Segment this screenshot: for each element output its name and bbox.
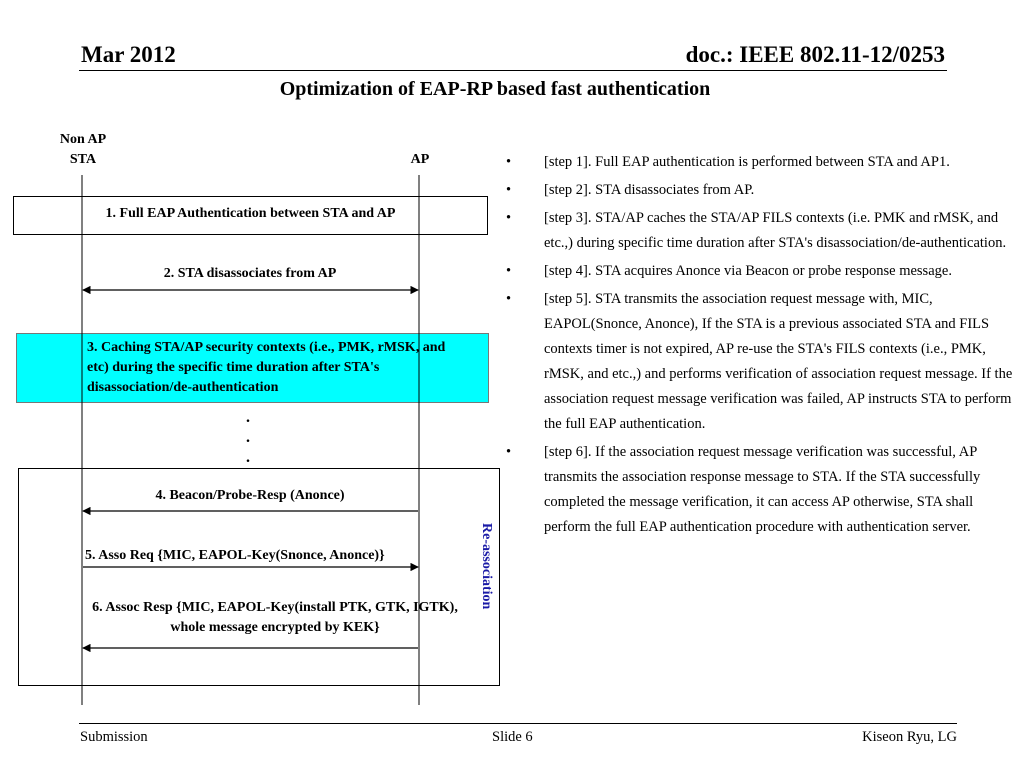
entity-non-ap-sta: Non AP STA [59, 132, 107, 167]
bullet-text: [step 1]. Full EAP authentication is performed between STA and AP1. [544, 154, 950, 170]
footer-divider [79, 723, 957, 724]
bullet-text: [step 4]. STA acquires Anonce via Beacon or probe response message. [544, 263, 952, 279]
bullet-icon: • [506, 210, 512, 226]
step1-label: 1. Full EAP Authentication between STA and AP [105, 206, 396, 221]
list-item [506, 178, 1016, 203]
bullet-text: [step 3]. STA/AP caches the STA/AP FILS contexts (i.e. PMK and rMSK, and etc.,) during specific time duration after STA's disassociation/de-authentication. [544, 210, 1007, 251]
step5-label: 5. Asso Req {MIC, EAPOL-Key(Snonce, Anonce)} [85, 548, 385, 563]
step-description-list [506, 150, 1016, 543]
bullet-icon: • [506, 154, 512, 170]
reassociation-label: Re-association [479, 523, 494, 610]
bullet-icon: • [506, 263, 512, 279]
bullet-text: [step 6]. If the association request message verification was successful, AP transmits the association response message to STA. If the STA successfully completed the message verification, it can access AP otherwise, STA shall perform the full EAP authentication procedure with authentication server. [544, 444, 981, 535]
slide-title: Optimization of EAP-RP based fast authentication [279, 78, 711, 100]
step3-label: 3. Caching STA/AP security contexts (i.e., PMK, rMSK, and etc) during the specific time duration after STA's disassociation/de-authentication [87, 340, 446, 395]
bullet-icon: • [506, 182, 512, 198]
list-item [506, 259, 1016, 284]
list-item [506, 287, 1016, 437]
footer-author: Kiseon Ryu, LG [862, 729, 957, 745]
step2-label: 2. STA disassociates from AP [163, 266, 337, 281]
list-item [506, 150, 1016, 175]
header-doc-id: doc.: IEEE 802.11-12/0253 [685, 42, 945, 67]
list-item [506, 440, 1016, 540]
bullet-text: [step 2]. STA disassociates from AP. [544, 182, 755, 198]
ellipsis-dots: . . . [246, 409, 250, 466]
footer-slide-number: Slide 6 [492, 729, 533, 745]
step6-label: 6. Assoc Resp {MIC, EAPOL-Key(install PTK, GTK, IGTK), whole message encrypted by KEK} [92, 600, 458, 635]
step4-label: 4. Beacon/Probe-Resp (Anonce) [155, 488, 345, 503]
bullet-icon: • [506, 444, 512, 460]
footer-submission: Submission [80, 729, 148, 745]
entity-ap: AP [410, 152, 430, 167]
bullet-icon: • [506, 291, 512, 307]
bullet-text: [step 5]. STA transmits the association request message with, MIC, EAPOL(Snonce, Anonce), If the STA is a previous associated STA and FILS contexts timer is not expired, AP re-use the STA's FILS contexts (i.e., PMK, rMSK, and etc.,) and performs verification of association request message. If the association request message verification was failed, AP instructs STA to perform the full EAP authentication. [544, 291, 1013, 432]
header-date: Mar 2012 [81, 42, 176, 67]
list-item [506, 206, 1016, 256]
